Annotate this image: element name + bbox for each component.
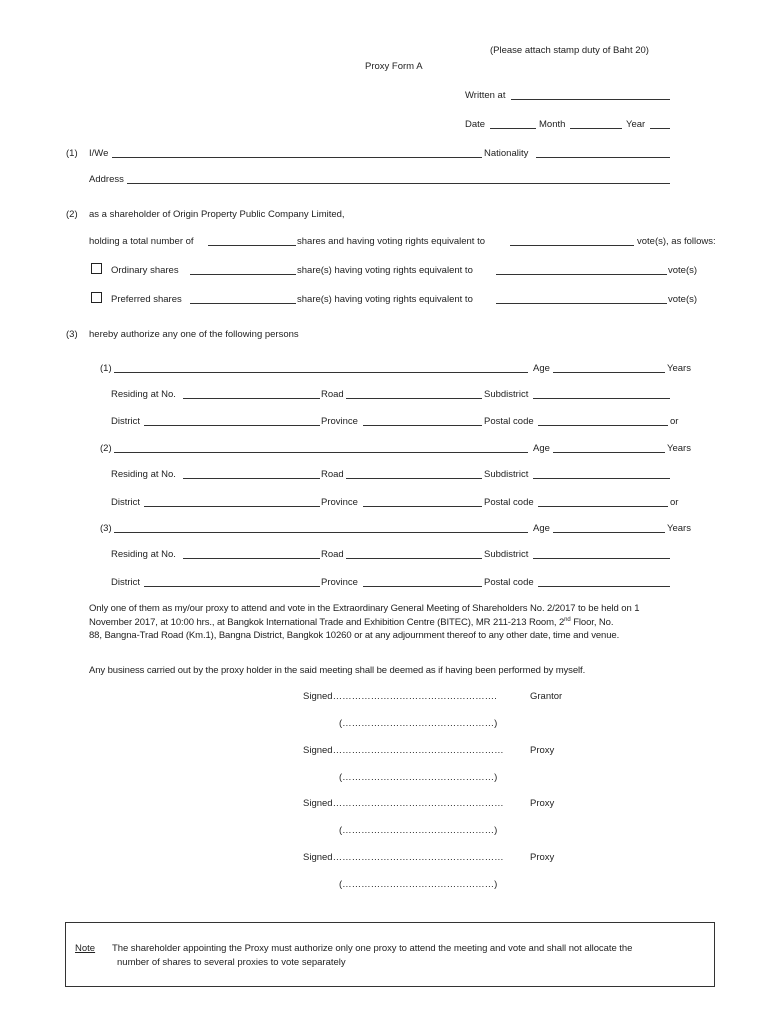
person-3-age-label: Age (533, 523, 550, 534)
person-1-district-label: District (111, 416, 141, 427)
person-2-number: (2) (100, 443, 112, 454)
person-1-age-field[interactable] (553, 372, 665, 373)
signed-proxy-1-line[interactable]: Signed……………………………………………… (303, 745, 504, 756)
person-1-subdistrict-label: Subdistrict (484, 389, 529, 400)
person-2-road-field[interactable] (346, 478, 482, 479)
person-3-postal-label: Postal code (484, 577, 534, 588)
person-1-years-label: Years (667, 363, 691, 374)
written-at-field[interactable] (511, 99, 670, 100)
person-2-road-label: Road (321, 469, 344, 480)
person-3-residing-label: Residing at No. (111, 549, 176, 560)
person-1-province-label: Province (321, 416, 358, 427)
iwe-label: I/We (89, 148, 109, 159)
floor-superscript: nd (564, 617, 571, 623)
address-field[interactable] (127, 183, 670, 184)
month-field[interactable] (570, 128, 622, 129)
person-1-number: (1) (100, 363, 112, 374)
person-1-district-field[interactable] (144, 425, 320, 426)
address-label: Address (89, 174, 124, 185)
proxy-2-label: Proxy (530, 798, 555, 809)
person-3-years-label: Years (667, 523, 691, 534)
nationality-field[interactable] (536, 157, 670, 158)
person-3-subdistrict-field[interactable] (533, 558, 670, 559)
stamp-duty-note: (Please attach stamp duty of Baht 20) (490, 45, 649, 56)
proxy-paragraph-line-2a: November 2017, at 10:00 hrs., at Bangkok International Trade and Exhibition Centre (BITEC), MR 211-213 Room, 2 (89, 617, 565, 628)
preferred-shares-label: Preferred shares (111, 294, 182, 305)
ordinary-votes-label: vote(s) (668, 265, 698, 276)
section-1-number: (1) (66, 148, 78, 159)
person-2-residing-field[interactable] (183, 478, 320, 479)
person-2-residing-label: Residing at No. (111, 469, 176, 480)
total-votes-field[interactable] (510, 245, 634, 246)
proxy-1-name-line[interactable]: (…………………………………………) (339, 772, 498, 783)
section-2-number: (2) (66, 209, 78, 220)
shareholder-of-text: as a shareholder of Origin Property Public Company Limited, (89, 209, 345, 220)
grantor-name-line[interactable]: (…………………………………………) (339, 718, 498, 729)
person-2-postal-label: Postal code (484, 497, 534, 508)
proxy-paragraph-line-2b: Floor, No. (570, 617, 614, 628)
proxy-paragraph-line-3: 88, Bangna-Trad Road (Km.1), Bangna District, Bangkok 10260 or at any adjournment thereof to any other date, time and venue. (89, 630, 620, 641)
date-field[interactable] (490, 128, 536, 129)
person-2-subdistrict-field[interactable] (533, 478, 670, 479)
person-2-district-field[interactable] (144, 506, 320, 507)
form-title: Proxy Form A (365, 61, 423, 72)
grantor-label: Grantor (530, 691, 563, 702)
signed-proxy-2-line[interactable]: Signed……………………………………………… (303, 798, 504, 809)
proxy-1-label: Proxy (530, 745, 555, 756)
person-3-subdistrict-label: Subdistrict (484, 549, 529, 560)
person-2-province-label: Province (321, 497, 358, 508)
preferred-shares-field[interactable] (190, 303, 296, 304)
person-3-district-field[interactable] (144, 586, 320, 587)
proxy-3-name-line[interactable]: (…………………………………………) (339, 879, 498, 890)
ordinary-rights-label: share(s) having voting rights equivalent to (297, 265, 473, 276)
proxy-paragraph-line-1: Only one of them as my/our proxy to attend and vote in the Extraordinary General Meeting of Shareholders No. 2/2017 to be held on 1 (89, 603, 640, 614)
person-1-residing-field[interactable] (183, 398, 320, 399)
person-2-age-label: Age (533, 443, 550, 454)
person-3-province-field[interactable] (363, 586, 482, 587)
person-1-residing-label: Residing at No. (111, 389, 176, 400)
person-3-province-label: Province (321, 577, 358, 588)
preferred-votes-field[interactable] (496, 303, 667, 304)
year-field[interactable] (650, 128, 670, 129)
person-3-road-field[interactable] (346, 558, 482, 559)
person-3-name-field[interactable] (114, 532, 528, 533)
shares-and-rights-label: shares and having voting rights equivalent to (297, 236, 486, 247)
person-2-or-label: or (670, 497, 679, 508)
total-shares-field[interactable] (208, 245, 296, 246)
preferred-rights-label: share(s) having voting rights equivalent to (297, 294, 473, 305)
person-3-age-field[interactable] (553, 532, 665, 533)
authorize-text: hereby authorize any one of the following persons (89, 329, 299, 340)
business-statement: Any business carried out by the proxy holder in the said meeting shall be deemed as if having been performed by myself. (89, 665, 586, 676)
person-1-or-label: or (670, 416, 679, 427)
person-1-postal-field[interactable] (538, 425, 668, 426)
proxy-2-name-line[interactable]: (…………………………………………) (339, 825, 498, 836)
person-1-road-label: Road (321, 389, 344, 400)
proxy-paragraph-line-2 (89, 617, 613, 629)
month-label: Month (539, 119, 566, 130)
date-label: Date (465, 119, 486, 130)
votes-as-follows-label: vote(s), as follows: (637, 236, 716, 247)
person-3-number: (3) (100, 523, 112, 534)
person-1-road-field[interactable] (346, 398, 482, 399)
note-text-line-2: number of shares to several proxies to vote separately (117, 957, 346, 968)
person-1-name-field[interactable] (114, 372, 528, 373)
person-2-postal-field[interactable] (538, 506, 668, 507)
person-2-subdistrict-label: Subdistrict (484, 469, 529, 480)
year-label: Year (626, 119, 646, 130)
person-3-postal-field[interactable] (538, 586, 670, 587)
person-2-province-field[interactable] (363, 506, 482, 507)
signed-grantor-line[interactable]: Signed……………………………………………. (303, 691, 497, 702)
note-label: Note (75, 943, 96, 954)
iwe-field[interactable] (112, 157, 482, 158)
person-1-postal-label: Postal code (484, 416, 534, 427)
person-1-province-field[interactable] (363, 425, 482, 426)
person-3-district-label: District (111, 577, 141, 588)
written-at-label: Written at (465, 90, 506, 101)
section-3-number: (3) (66, 329, 78, 340)
nationality-label: Nationality (484, 148, 529, 159)
ordinary-votes-field[interactable] (496, 274, 667, 275)
person-1-subdistrict-field[interactable] (533, 398, 670, 399)
ordinary-shares-field[interactable] (190, 274, 296, 275)
person-1-age-label: Age (533, 363, 550, 374)
person-3-residing-field[interactable] (183, 558, 320, 559)
holding-label: holding a total number of (89, 236, 194, 247)
ordinary-shares-checkbox[interactable] (91, 263, 102, 274)
preferred-shares-checkbox[interactable] (91, 292, 102, 303)
person-2-age-field[interactable] (553, 452, 665, 453)
note-text-line-1: The shareholder appointing the Proxy must authorize only one proxy to attend the meeting and vote and shall not allocate the (112, 943, 633, 954)
proxy-3-label: Proxy (530, 852, 555, 863)
signed-proxy-3-line[interactable]: Signed……………………………………………… (303, 852, 504, 863)
ordinary-shares-label: Ordinary shares (111, 265, 179, 276)
preferred-votes-label: vote(s) (668, 294, 698, 305)
person-2-district-label: District (111, 497, 141, 508)
person-3-road-label: Road (321, 549, 344, 560)
person-2-name-field[interactable] (114, 452, 528, 453)
person-2-years-label: Years (667, 443, 691, 454)
